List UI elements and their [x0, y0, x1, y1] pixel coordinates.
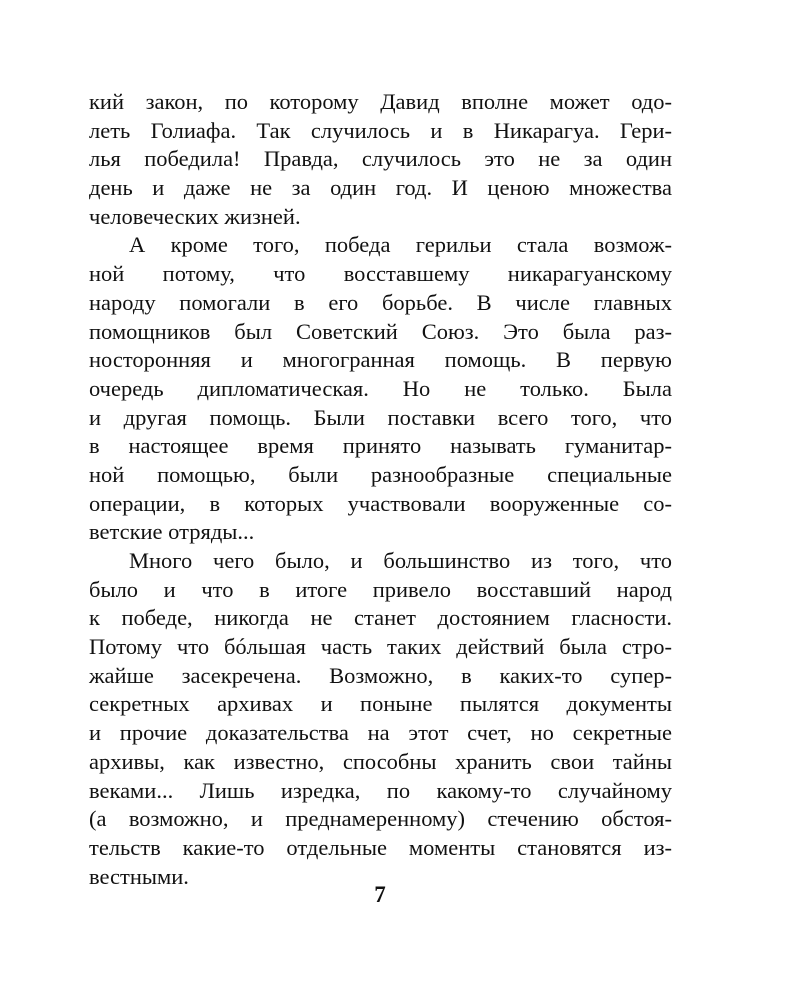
text-line: ветские отряды... [89, 519, 255, 545]
text-line: очередь дипломатическая. Но не только. Была [89, 375, 672, 401]
text-line: было и что в итоге привело восставший народ [89, 576, 672, 602]
page-number: 7 [374, 882, 386, 907]
text-line: в настоящее время принято называть гуманитар- [89, 433, 672, 459]
text-line: помощников был Советский Союз. Это была раз- [89, 318, 672, 344]
text-line: архивы, как известно, способны хранить свои тайны [89, 748, 672, 774]
text-line: веками... Лишь изредка, по какому-то случайному [89, 777, 672, 803]
text-line: лья победила! Правда, случилось это не за один [89, 146, 672, 172]
text-line: народу помогали в его борьбе. В числе главных [89, 289, 672, 315]
text-line: Потому что бóльшая часть таких действий была стро- [89, 634, 672, 660]
text-line: жайше засекречена. Возможно, в каких-то супер- [89, 662, 672, 688]
text-line: Много чего было, и большинство из того, что [129, 548, 672, 573]
text-line: А кроме того, победа герильи стала возмож- [129, 232, 672, 258]
text-line: операции, в которых участвовали вооруженные со- [89, 490, 672, 516]
text-line: секретных архивах и поныне пылятся документы [89, 691, 672, 717]
text-line: вестными. [89, 863, 189, 889]
text-line: ной потому, что восставшему никарагуанскому [89, 261, 672, 287]
text-line: день и даже не за один год. И ценою множества [89, 175, 672, 201]
text-line: леть Голиафа. Так случилось и в Никарагуа. Гери- [89, 117, 672, 143]
text-line: ной помощью, были разнообразные специальные [89, 461, 672, 487]
body-text [89, 88, 672, 891]
text-line: и прочие доказательства на этот счет, но секретные [89, 720, 672, 746]
text-line: носторонняя и многогранная помощь. В первую [89, 347, 672, 373]
text-line: и другая помощь. Были поставки всего того, что [89, 404, 672, 430]
text-line: к победе, никогда не станет достоянием гласности. [89, 605, 672, 631]
text-line: (а возможно, и преднамеренному) стечению обстоя- [89, 806, 672, 832]
text-line: человеческих жизней. [89, 203, 301, 229]
text-line: тельств какие-то отдельные моменты становятся из- [89, 834, 672, 860]
text-line: кий закон, по которому Давид вполне может одо- [89, 89, 672, 114]
